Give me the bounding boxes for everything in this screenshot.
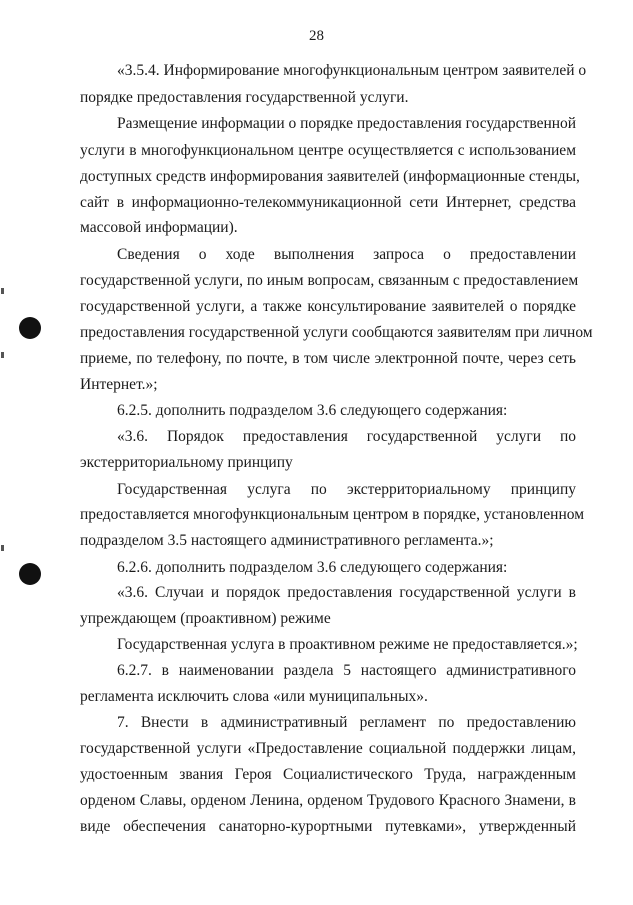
text-line: Размещение информации о порядке предоставления государственной [117, 115, 577, 132]
text-line: сайт в информационно-телекоммуникационной сети Интернет, средства [80, 194, 576, 211]
scan-edge-mark [1, 352, 4, 358]
scan-edge-mark [1, 545, 4, 551]
text-line: 6.2.7. в наименовании раздела 5 настоящего административного [117, 662, 576, 679]
text-line: виде обеспечения санаторно-курортными путевками», утвержденный [80, 818, 576, 835]
text-line: доступных средств информирования заявителей (информационные стенды, [80, 168, 580, 185]
text-line: Интернет.»; [80, 376, 158, 393]
text-line: приеме, по телефону, по почте, в том числе электронной почте, через сеть [80, 350, 576, 367]
text-line: государственной услуги «Предоставление социальной поддержки лицам, [80, 740, 576, 757]
text-line: Сведения о ходе выполнения запроса о предоставлении [117, 246, 576, 263]
text-line: Государственная услуга в проактивном режиме не предоставляется.»; [117, 636, 578, 653]
text-line: экстерриториальному принципу [80, 454, 293, 471]
text-line: государственной услуги, по иным вопросам, связанным с предоставлением [80, 272, 579, 289]
text-line: регламента исключить слова «или муниципальных». [80, 688, 428, 705]
text-line: «3.5.4. Информирование многофункциональным центром заявителей о [117, 62, 587, 79]
text-line: «3.6. Порядок предоставления государственной услуги по [117, 428, 576, 445]
text-line: государственной услуги, а также консультирование заявителей о порядке [80, 298, 576, 315]
text-line: порядке предоставления государственной услуги. [80, 89, 409, 106]
text-line: упреждающем (проактивном) режиме [80, 610, 331, 627]
punch-hole [19, 317, 41, 339]
text-line: 6.2.6. дополнить подразделом 3.6 следующего содержания: [117, 559, 508, 576]
text-line: услуги в многофункциональном центре осуществляется с использованием [80, 142, 576, 159]
page-number: 28 [309, 28, 324, 44]
scan-edge-mark [1, 288, 4, 294]
text-line: 6.2.5. дополнить подразделом 3.6 следующего содержания: [117, 402, 508, 419]
text-line: массовой информации). [80, 219, 238, 236]
text-line: «3.6. Случаи и порядок предоставления государственной услуги в [117, 584, 576, 601]
text-line: 7. Внести в административный регламент по предоставлению [117, 714, 576, 731]
punch-hole [19, 563, 41, 585]
text-line: подразделом 3.5 настоящего административного регламента.»; [80, 532, 494, 549]
text-line: удостоенным звания Героя Социалистического Труда, награжденным [80, 766, 576, 783]
text-line: Государственная услуга по экстерриториальному принципу [117, 481, 576, 498]
text-line: предоставляется многофункциональным центром в порядке, установленном [80, 506, 585, 523]
text-line: предоставления государственной услуги сообщаются заявителям при личном [80, 324, 593, 341]
text-line: орденом Славы, орденом Ленина, орденом Трудового Красного Знамени, в [80, 792, 576, 809]
